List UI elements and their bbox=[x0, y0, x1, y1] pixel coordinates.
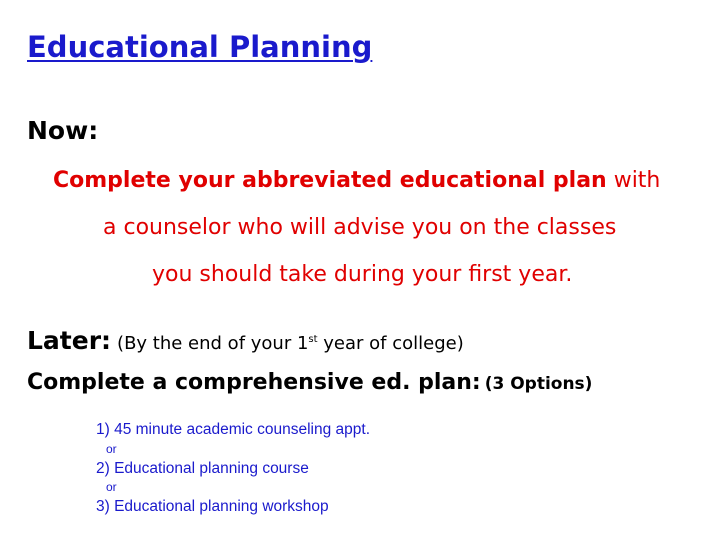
or-separator: or bbox=[106, 480, 117, 494]
later-note-post: year of college) bbox=[317, 333, 464, 354]
option-1: 1) 45 minute academic counseling appt. bbox=[96, 421, 370, 438]
later-heading bbox=[27, 326, 464, 355]
later-note bbox=[117, 333, 464, 354]
now-line-1 bbox=[53, 168, 660, 193]
now-heading: Now: bbox=[27, 116, 99, 145]
now-line-3: you should take during your first year. bbox=[152, 262, 573, 287]
options-note: (3 Options) bbox=[484, 374, 593, 394]
now-line-1-bold: Complete your abbreviated educational plan bbox=[53, 168, 607, 193]
now-line-1-rest: with bbox=[606, 168, 661, 193]
comprehensive-plan-text: Complete a comprehensive ed. plan: bbox=[27, 370, 481, 395]
now-line-2: a counselor who will advise you on the classes bbox=[103, 215, 617, 240]
option-3: 3) Educational planning workshop bbox=[96, 498, 329, 515]
page-title: Educational Planning bbox=[27, 30, 373, 64]
options-list bbox=[96, 420, 370, 517]
later-note-pre: (By the end of your 1 bbox=[117, 333, 309, 354]
later-note-sup: st bbox=[308, 334, 318, 345]
later-label: Later: bbox=[27, 326, 112, 355]
option-2: 2) Educational planning course bbox=[96, 459, 309, 477]
comprehensive-plan-line bbox=[27, 370, 592, 395]
or-separator: or bbox=[106, 441, 117, 456]
